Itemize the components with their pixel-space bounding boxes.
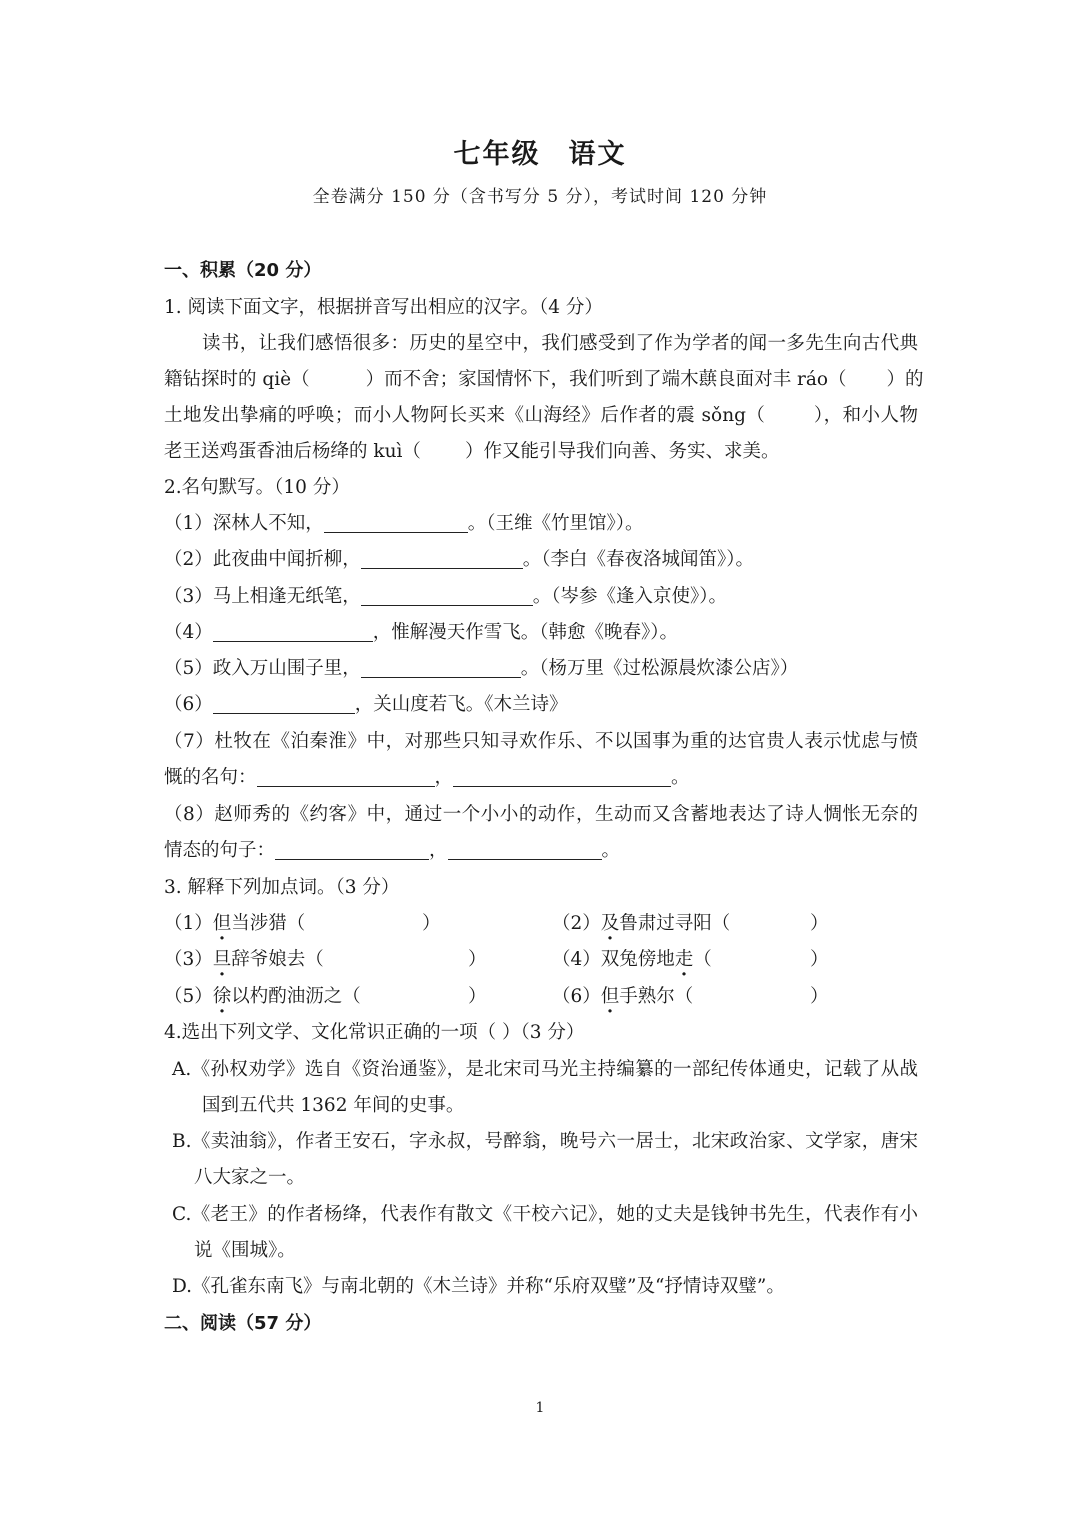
q2-stem: 2.名句默写。（10 分） <box>164 477 350 498</box>
page-number: 1 <box>535 1400 545 1416</box>
q2-item-4: （4） ，惟解漫天作雪飞。（韩愈《晚春》）。 <box>164 622 679 643</box>
answer-blank[interactable] <box>257 768 435 787</box>
dotted-char: 但 <box>212 913 232 934</box>
section-heading-reading: 二、阅读（57 分） <box>164 1313 322 1334</box>
q3-item-6: （6）但手熟尔（ <box>552 986 694 1007</box>
q3-item-4: （4）双兔傍地走（ <box>552 949 712 970</box>
q4-option-b-line-2: 八大家之一。 <box>194 1167 306 1188</box>
q1-passage-line-4: 老王送鸡蛋香油后杨绛的 kuì（ ）作又能引导我们向善、务实、求美。 <box>164 441 780 462</box>
q1-passage-line-2: 籍钻探时的 qiè（ ）而不舍；家国情怀下，我们听到了端木蕻良面对丰 ráo（ ）的 <box>164 369 924 390</box>
q4-option-c-line-2: 说《围城》。 <box>194 1240 296 1261</box>
answer-blank[interactable] <box>213 695 355 714</box>
q1-passage-line-3: 土地发出挚痛的呼唤；而小人物阿长买来《山海经》后作者的震 sǒng（ ），和小人物 <box>164 405 918 426</box>
q4-option-a-line-2: 国到五代共 1362 年间的史事。 <box>202 1095 465 1116</box>
q4-option-c-line-1: C.《老王》的作者杨绛，代表作有散文《干校六记》，她的丈夫是钱钟书先生，代表作有小 <box>172 1204 918 1225</box>
title-subject: 语文 <box>568 139 627 170</box>
q3-row-1: （1）但当涉猎（ ） （2）及鲁肃过寻阳（ ） <box>164 913 829 934</box>
dotted-char: 旦 <box>212 949 232 970</box>
q2-item-3: （3）马上相逢无纸笔， 。（岑参《逢入京使》）。 <box>164 586 728 607</box>
dotted-char: 及 <box>600 913 620 934</box>
exam-title <box>0 132 1080 171</box>
q3-item-3: （3）旦辞爷娘去（ <box>164 949 324 970</box>
q3-item-2: （2）及鲁肃过寻阳（ <box>552 913 731 934</box>
dotted-char: 徐 <box>212 986 232 1007</box>
dotted-char: 走 <box>674 949 694 970</box>
q2-item-8-line-2: 情态的句子： ， 。 <box>164 840 621 861</box>
answer-blank[interactable] <box>213 623 373 642</box>
q2-item-7-line-1: （7）杜牧在《泊秦淮》中，对那些只知寻欢作乐、不以国事为重的达官贵人表示忧虑与愤 <box>164 731 918 752</box>
q3-row-3: （5）徐以杓酌油沥之（ ） （6）但手熟尔（ ） <box>164 986 829 1007</box>
q3-item-1: （1）但当涉猎（ <box>164 913 306 934</box>
q1-stem: 1. 阅读下面文字，根据拼音写出相应的汉字。（4 分） <box>164 297 603 318</box>
q2-item-1: （1）深林人不知， 。（王维《竹里馆》）。 <box>164 513 644 534</box>
q2-item-7-line-2: 慨的名句： ， 。 <box>164 767 690 788</box>
q4-option-a-line-1: A.《孙权劝学》选自《资治通鉴》，是北宋司马光主持编纂的一部纪传体通史，记载了从战 <box>172 1059 918 1080</box>
q3-stem: 3. 解释下列加点词。（3 分） <box>164 877 400 898</box>
answer-blank[interactable] <box>361 659 521 678</box>
q4-option-d: D.《孔雀东南飞》与南北朝的《木兰诗》并称“乐府双璧”及“抒情诗双璧”。 <box>172 1276 785 1297</box>
answer-blank[interactable] <box>275 841 429 860</box>
q2-item-6: （6） ，关山度若飞。《木兰诗》 <box>164 694 568 715</box>
section-heading-accumulation: 一、积累（20 分） <box>164 260 322 281</box>
q3-item-5: （5）徐以杓酌油沥之（ <box>164 986 361 1007</box>
q2-item-8-line-1: （8）赵师秀的《约客》中，通过一个小小的动作，生动而又含蓄地表达了诗人惆怅无奈的 <box>164 804 918 825</box>
answer-blank[interactable] <box>448 841 602 860</box>
answer-blank[interactable] <box>361 550 523 569</box>
q4-stem: 4.选出下列文学、文化常识正确的一项（ ）（3 分） <box>164 1022 585 1043</box>
title-grade: 七年级 <box>453 139 541 170</box>
dotted-char: 但 <box>600 986 620 1007</box>
q1-passage-line-1: 读书，让我们感悟很多：历史的星空中，我们感受到了作为学者的闻一多先生向古代典 <box>202 333 918 354</box>
answer-blank[interactable] <box>361 587 533 606</box>
q3-row-2: （3）旦辞爷娘去（ ） （4）双兔傍地走（ ） <box>164 949 829 970</box>
q2-item-5: （5）政入万山围子里， 。（杨万里《过松源晨炊漆公店》） <box>164 658 799 679</box>
q2-item-2: （2）此夜曲中闻折柳， 。（李白《春夜洛城闻笛》）。 <box>164 549 755 570</box>
q4-option-b-line-1: B.《卖油翁》，作者王安石，字永叔，号醉翁，晚号六一居士，北宋政治家、文学家，唐宋 <box>172 1131 918 1152</box>
answer-blank[interactable] <box>453 768 671 787</box>
exam-subtitle: 全卷满分 150 分（含书写分 5 分），考试时间 120 分钟 <box>312 187 768 207</box>
answer-blank[interactable] <box>324 514 468 533</box>
